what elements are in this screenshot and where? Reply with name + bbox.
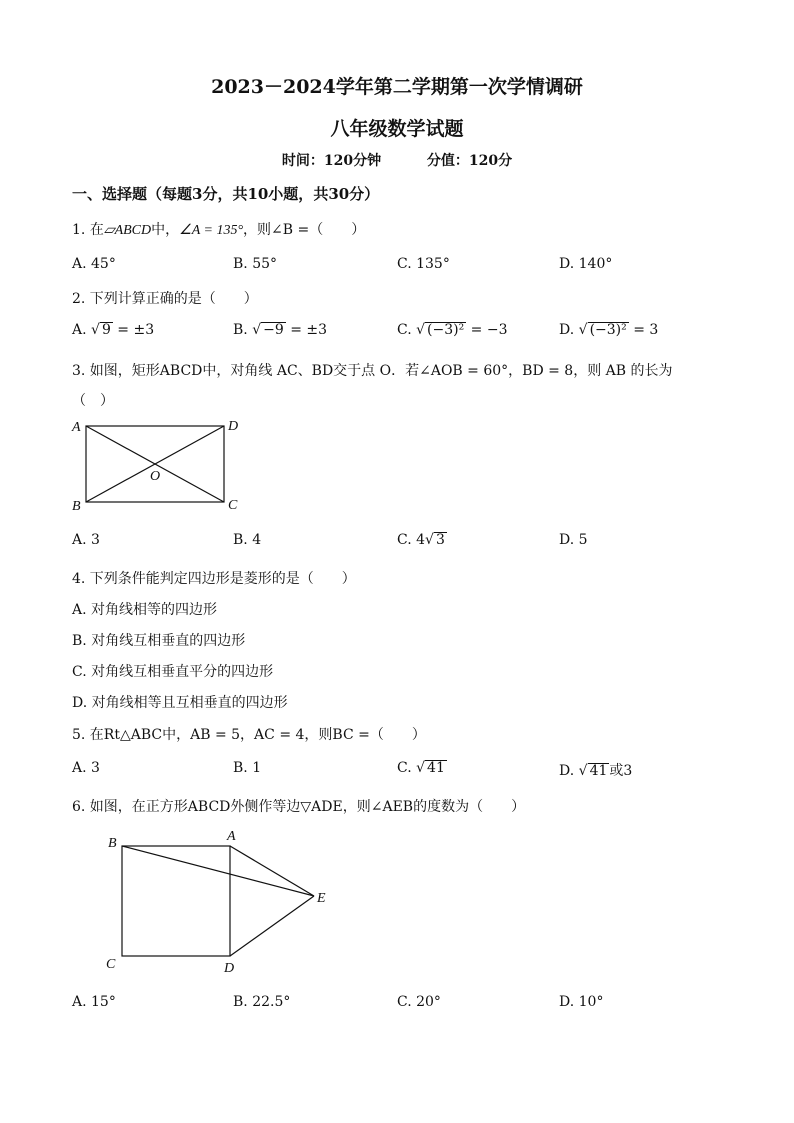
option-letter: C. [397,760,412,776]
q4-option-d: D. 对角线相等且互相垂直的四边形 [72,695,288,711]
q1-option-b: B. 55° [233,256,278,272]
q6-option-b: B. 22.5° [233,994,291,1010]
option-rest: = ±3 [112,322,155,338]
q1-option-d: D. 140° [559,256,613,272]
label-c: C [106,957,116,972]
square-abcd [122,846,230,956]
radicand: (−3)² [589,322,627,338]
q2-option-a: A. √ 9 = ±3 [72,322,155,338]
option-letter: B. [233,322,248,338]
label-b: B [108,836,117,851]
q4-option-b: B. 对角线互相垂直的四边形 [72,633,246,649]
question-text: ，则∠B =（ ） [243,222,366,238]
option-rest: = −3 [466,322,508,338]
score-label: 分值：120分 [426,153,513,169]
q3-option-a [72,532,100,548]
label-b: B [72,499,81,514]
option-value: 3 [91,760,100,776]
option-letter: B. [233,760,248,776]
q2-option-c: C. √ (−3)² = −3 [397,322,508,338]
option-value: 3 [91,532,100,548]
q1-option-c: C. 135° [397,256,450,272]
option-value: 1 [252,760,262,776]
option-rest: = ±3 [285,322,328,338]
q5-option-d: D. √ 41 或3 [559,763,633,779]
q4-option-a: A. 对角线相等的四边形 [72,602,218,618]
option-letter: A. [72,760,87,776]
question-3: 3. 如图，矩形ABCD中，对角线 AC、BD交于点 O．若∠AOB = 60°，BD = 8，则 AB 的长为 [72,363,673,379]
angle-condition: ∠A = 135° [179,223,244,238]
question-text: 在 [89,222,104,238]
option-value: 5 [578,532,588,548]
q3-option-c: C. 4√ 3 [397,532,445,548]
option-letter: D. [559,763,575,779]
q3-option-d [559,532,588,548]
option-value: 4 [252,532,262,548]
radicand: −9 [263,322,284,338]
option-value: 4 [416,532,426,548]
option-letter: D. [559,322,575,338]
question-4: 4. 下列条件能判定四边形是菱形的是（ ） [72,571,356,587]
rectangle-diagram [66,414,256,514]
q5-option-c: C. √ 41 [397,760,445,776]
q6-option-c: C. 20° [397,994,441,1010]
q2-option-b: B. √ −9 = ±3 [233,322,328,338]
question-3-paren: （ ） [72,393,114,409]
option-letter: B. [233,532,248,548]
option-letter: C. [397,322,412,338]
label-c: C [228,498,238,513]
radicand: 3 [435,532,445,548]
option-letter: C. [397,532,412,548]
option-rest: = 3 [628,322,659,338]
q2-option-d: D. √ (−3)² = 3 [559,322,659,338]
exam-title: 2023－2024学年第二学期第一次学情调研 [211,76,583,98]
exam-subtitle: 八年级数学试题 [330,118,464,140]
radicand: 9 [101,322,111,338]
q5-option-b [233,760,261,776]
q4-option-c: C. 对角线互相垂直平分的四边形 [72,664,274,680]
label-o: O [150,469,161,484]
section-title: 一、选择题（每题3分，共10小题，共30分） [72,185,380,203]
segment-ae [230,846,314,896]
question-5: 5. 在Rt△ABC中，AB = 5，AC = 4，则BC =（ ） [72,727,426,743]
segment-be [122,846,314,896]
question-6: 6. 如图，在正方形ABCD外侧作等边▽ADE，则∠AEB的度数为（ ） [72,799,526,815]
q6-option-a: A. 15° [72,994,116,1010]
label-d: D [228,419,239,434]
radicand: 41 [589,763,608,779]
option-letter: A. [72,532,87,548]
square-triangle-diagram [96,822,346,982]
time-label: 时间：120分钟 [281,153,382,169]
option-rest: 或3 [609,763,633,779]
label-d: D [224,961,235,976]
q1-option-a: A. 45° [72,256,116,272]
radicand: 41 [427,760,445,776]
parallelogram-symbol: ▱ABCD [103,223,152,238]
q3-option-b [233,532,261,548]
question-2: 2. 下列计算正确的是（ ） [72,291,258,307]
exam-meta [0,150,794,170]
radicand: (−3)² [427,322,465,338]
segment-de [230,896,314,956]
option-letter: D. [559,532,575,548]
label-a: A [227,829,236,844]
label-a: A [72,420,81,435]
label-e: E [317,891,326,906]
q6-option-d: D. 10° [559,994,604,1010]
question-text: 中， [151,222,180,238]
q5-option-a [72,760,100,776]
option-letter: A. [72,322,87,338]
question-1 [72,219,365,239]
question-number: 1. [72,222,86,238]
